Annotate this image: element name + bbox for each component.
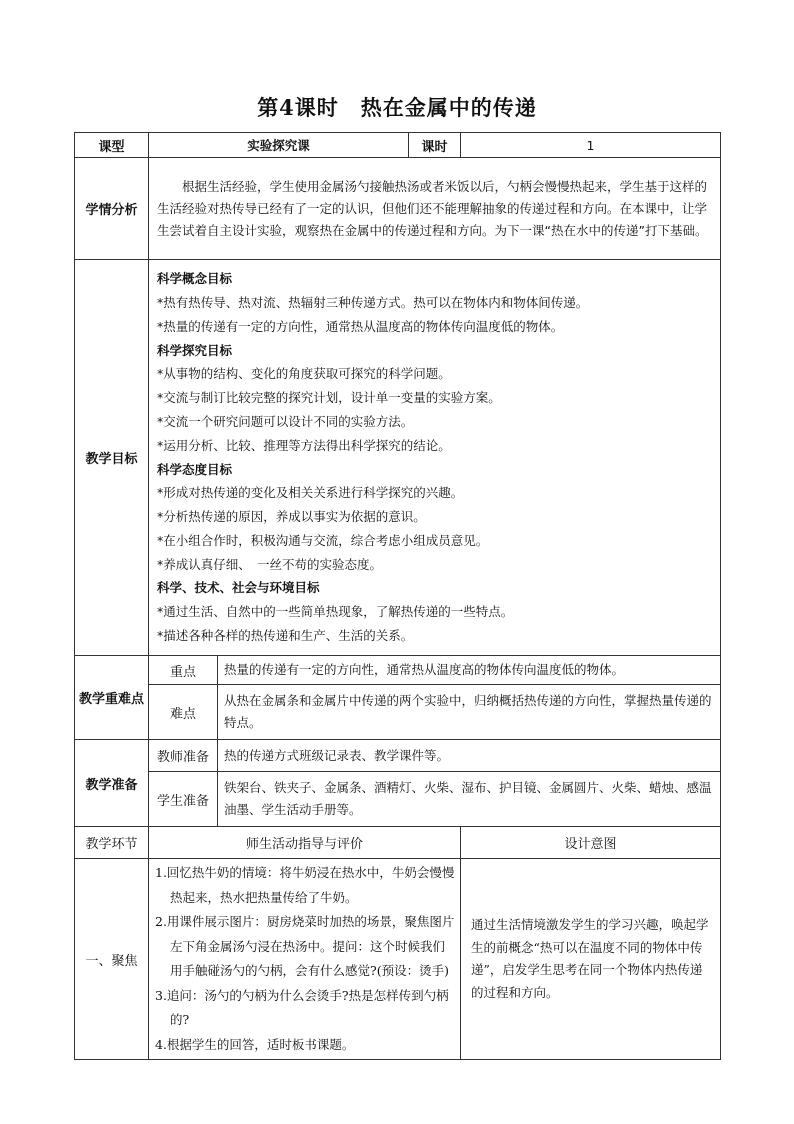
goal-item: *通过生活、自然中的一些简单热现象，了解热传递的一些特点。: [157, 604, 514, 620]
analysis-row: [75, 158, 721, 260]
stage1-intent: 通过生活情境激发学生的学习兴趣，唤起学生的前概念“热可以在温度不同的物体中传递”，启发学生思考在同一个物体内热传递的过程和方向。: [461, 859, 721, 1060]
teacher-prep-row: [75, 740, 721, 772]
goal-item: *形成对热传递的变化及相关关系进行科学探究的兴趣。: [157, 485, 464, 501]
goal-item: *养成认真仔细、 一丝不苟的实验态度。: [157, 556, 383, 572]
analysis-text: 根据生活经验，学生使用金属汤勺接触热汤或者米饭以后，勺柄会慢慢热起来，学生基于这样的生活经验对热传导已经有了一定的认识，但他们还不能理解抽象的传递过程和方向。在本课中，让学生尝试着自主设计实验，观察热在金属中的传递过程和方向。为下一课“热在水中的传递”打下基础。: [149, 158, 721, 260]
goal-heading: 科学概念目标: [157, 271, 233, 287]
difficulty-row: [75, 685, 721, 740]
stage-header: 教学环节: [75, 827, 149, 859]
teacher-prep-text: 热的传递方式班级记录表、教学课件等。: [218, 740, 721, 772]
goal-heading: 科学、技术、社会与环境目标: [157, 580, 320, 596]
prep-label: 教学准备: [75, 740, 149, 827]
activity-step: 1.回忆热牛奶的情境：将牛奶浸在热水中，牛奶会慢慢热起来，热水把热量传给了牛奶。: [155, 865, 455, 905]
process-header-row: [75, 827, 721, 859]
goal-heading: 科学探究目标: [157, 342, 233, 358]
goals-content: [149, 260, 721, 656]
goal-item: *交流与制订比较完整的探究计划，设计单一变量的实验方案。: [157, 390, 501, 406]
focus-row: [75, 656, 721, 685]
goals-row: [75, 260, 721, 656]
activity-step: 3.追问：汤勺的勺柄为什么会烫手?热是怎样传到勺柄的?: [155, 987, 449, 1027]
activity-header: 师生活动指导与评价: [149, 827, 461, 859]
activity-step: 4.根据学生的回答，适时板书课题。: [155, 1036, 355, 1052]
goal-item: *分析热传递的原因，养成以事实为依据的意识。: [157, 509, 426, 525]
student-prep-text: 铁架台、铁夹子、金属条、酒精灯、火柴、湿布、护目镜、金属圆片、火柴、蜡烛、感温油墨、学生活动手册等。: [218, 772, 721, 827]
analysis-label: 学情分析: [75, 158, 149, 260]
goal-item: *在小组合作时，积极沟通与交流，综合考虑小组成员意见。: [157, 532, 489, 548]
goal-item: *热有热传导、热对流、热辐射三种传递方式。热可以在物体内和物体间传递。: [157, 294, 589, 310]
activity-step: 2.用课件展示图片：厨房烧菜时加热的场景，聚焦图片左下角金属汤勺浸在热汤中。提问：这个时候我们用手触碰汤勺的勺柄，会有什么感觉?(预设：烫手): [155, 914, 455, 978]
hours-value: 1: [461, 133, 721, 158]
key-points-label: 教学重难点: [75, 656, 149, 740]
goal-item: *描述各种各样的热传递和生产、生活的关系。: [157, 628, 414, 644]
teacher-prep-label: 教师准备: [149, 740, 218, 772]
goal-item: *从事物的结构、变化的角度获取可探究的科学问题。: [157, 366, 451, 382]
stage1-row: [75, 859, 721, 1060]
type-row: [75, 133, 721, 158]
goal-heading: 科学态度目标: [157, 461, 233, 477]
stage1-activities: [149, 859, 461, 1060]
difficulty-text: 从热在金属条和金属片中传递的两个实验中，归纳概括热传递的方向性，掌握热量传递的特点。: [218, 685, 721, 740]
stage1-label: 一、聚焦: [75, 859, 149, 1060]
page-title: 第4课时 热在金属中的传递: [257, 95, 537, 120]
goal-item: *热量的传递有一定的方向性，通常热从温度高的物体传向温度低的物体。: [157, 318, 564, 334]
lesson-plan-table: [74, 132, 721, 1060]
type-value: 实验探究课: [149, 133, 409, 158]
intent-header: 设计意图: [461, 827, 721, 859]
student-prep-row: [75, 772, 721, 827]
focus-label: 重点: [149, 656, 218, 685]
goals-label: 教学目标: [75, 260, 149, 656]
goal-item: *运用分析、比较、推理等方法得出科学探究的结论。: [157, 437, 451, 453]
type-label: 课型: [75, 133, 149, 158]
focus-text: 热量的传递有一定的方向性，通常热从温度高的物体传向温度低的物体。: [218, 656, 721, 685]
student-prep-label: 学生准备: [149, 772, 218, 827]
difficulty-label: 难点: [149, 685, 218, 740]
goal-item: *交流一个研究问题可以设计不同的实验方法。: [157, 413, 414, 429]
hours-label: 课时: [409, 133, 461, 158]
